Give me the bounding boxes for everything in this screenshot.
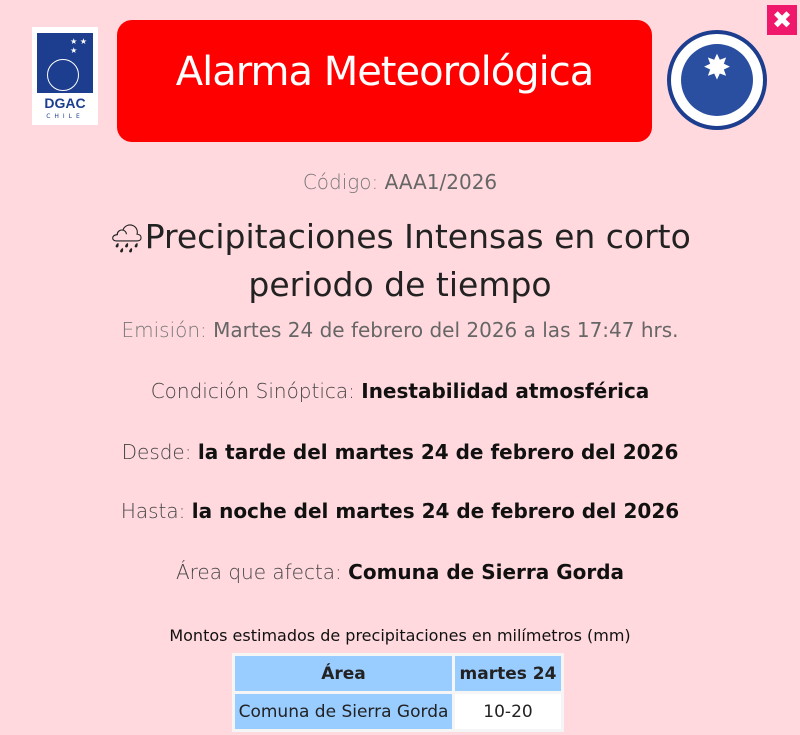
alert-title: 🌧Precipitaciones Intensas en corto periodo de tiempo [109,217,691,304]
table-caption: Montos estimados de precipitaciones en milímetros (mm) [169,626,631,645]
valid-from: Desde: la tarde del martes 24 de febrero del 2026 [121,440,679,464]
close-icon: ✖ [771,6,793,34]
close-button[interactable] [767,5,797,35]
meteochile-logo: ✸ [667,30,767,130]
table-header-row: Área martes 24 [234,655,563,693]
table-row: Comuna de Sierra Gorda 10-20 [234,693,563,731]
emission-date: Emisión: Martes 24 de febrero del 2026 a las 17:47 hrs. [121,318,679,342]
valid-until: Hasta: la noche del martes 24 de febrero del 2026 [120,499,680,523]
alert-code: Código: AAA1/2026 [302,170,498,194]
rain-cloud-icon: 🌧 [109,222,145,255]
affected-area: Área que afecta: Comuna de Sierra Gorda [175,560,625,584]
precipitation-table [232,653,564,732]
alarm-banner: Alarma Meteorológica [117,20,652,142]
dgac-logo: ★ ★ ★ DGAC CHILE [32,27,98,125]
synoptic-condition: Condición Sinóptica: Inestabilidad atmosférica [150,379,650,403]
